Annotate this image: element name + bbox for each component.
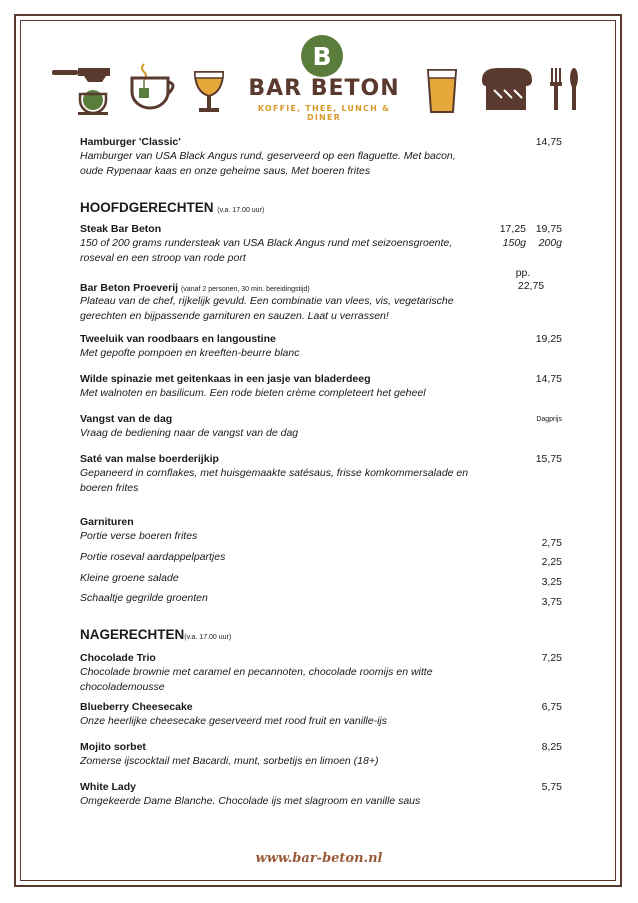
hoofd-item-price: 14,75: [535, 373, 562, 385]
garnituur-name: Portie roseval aardappelpartjes: [80, 551, 226, 563]
garnituren-title: Garnituren: [80, 516, 134, 528]
garnituur-price: 3,75: [541, 596, 562, 608]
top-item-desc: Hamburger van USA Black Angus rund, geserveerd op een flaguette. Met bacon, oude Rypenaar kaas en onze geheime saus. Met boeren frites: [80, 150, 456, 177]
cutlery-icon: [548, 66, 588, 112]
dessert-name: Blueberry Cheesecake: [80, 701, 193, 713]
steak-price-200: 19,75: [535, 223, 562, 235]
hoofd-item-name: Vangst van de dag: [80, 413, 173, 425]
dessert-desc: Omgekeerde Dame Blanche. Chocolade ijs met slagroom en vanille saus: [80, 795, 421, 807]
proeverij-desc: Plateau van de chef, rijkelijk gevuld. Een combinatie van vlees, vis, vegetarische gerechten en bijpassende garnituren en sauzen. Laat u verrassen!: [80, 295, 454, 322]
tea-cup-icon: [128, 62, 180, 112]
proeverij-price: 22,75: [517, 280, 545, 292]
proeverij-name: [80, 282, 310, 294]
dessert-name: Chocolade Trio: [80, 652, 156, 664]
steak-desc: 150 of 200 grams rundersteak van USA Black Angus rund met seizoensgroente, roseval en een stroop van rode port: [80, 237, 453, 264]
dessert-price: 8,25: [541, 741, 562, 753]
brand-name: BAR BETON: [248, 76, 400, 101]
top-item-name: Hamburger 'Classic': [80, 136, 181, 148]
hoofd-item-price: 15,75: [535, 453, 562, 465]
dessert-price: 6,75: [541, 701, 562, 713]
proeverij-note: (vanaf 2 personen, 30 min. bereidingstijd): [180, 286, 310, 293]
garnituur-name: Kleine groene salade: [80, 572, 179, 584]
beer-glass-icon: [192, 70, 226, 114]
bread-icon: [476, 66, 538, 112]
garnituur-price: 3,25: [541, 576, 562, 588]
dessert-price: 7,25: [541, 652, 562, 664]
section-title-hoofdgerechten: [80, 200, 264, 215]
brand-letter: B: [312, 42, 332, 71]
dessert-desc: Chocolade brownie met caramel en pecannoten, chocolade roomijs en witte chocolademousse: [80, 666, 433, 693]
hoofd-item-desc: Met gepofte pompoen en kreeften-beurre blanc: [80, 347, 300, 359]
steak-name: Steak Bar Beton: [80, 223, 162, 235]
hoofd-item-desc: Vraag de bediening naar de vangst van de dag: [80, 427, 299, 439]
website-url[interactable]: www.bar-beton.nl: [255, 851, 383, 866]
proeverij-name-text: Bar Beton Proeverij: [80, 282, 179, 294]
na-title-text: NAGERECHTEN: [80, 627, 185, 642]
hoofd-item-price: Dagprijs: [536, 416, 562, 423]
hoofd-item-name: Tweeluik van roodbaars en langoustine: [80, 333, 276, 345]
steak-weight-150: 150g: [502, 237, 526, 249]
garnituur-price: 2,75: [541, 537, 562, 549]
hoofd-note: (v.a. 17.00 uur): [217, 207, 265, 214]
hoofd-item-price: 19,25: [535, 333, 562, 345]
brand-logo-icon: [300, 34, 344, 78]
dessert-desc: Onze heerlijke cheesecake geserveerd met rood fruit en vanille-ijs: [80, 715, 387, 727]
hoofd-item-desc: Gepaneerd in cornflakes, met huisgemaakte satésaus, frisse komkommersalade en boeren frites: [80, 467, 469, 494]
dessert-desc: Zomerse ijscocktail met Bacardi, munt, sorbetijs en limoen (18+): [80, 755, 379, 767]
garnituur-name: Schaaltje gegrilde groenten: [80, 592, 208, 604]
dessert-name: White Lady: [80, 781, 137, 793]
section-title-nagerechten: [80, 627, 231, 642]
top-item-price: 14,75: [535, 136, 562, 148]
brand-tagline: KOFFIE, THEE, LUNCH & DINER: [257, 104, 391, 122]
hoofd-title-text: HOOFDGERECHTEN: [80, 200, 214, 215]
hoofd-item-name: Saté van malse boerderijkip: [80, 453, 219, 465]
hoofd-item-name: Wilde spinazie met geitenkaas in een jasje van bladerdeeg: [80, 373, 371, 385]
dessert-name: Mojito sorbet: [80, 741, 146, 753]
dessert-price: 5,75: [541, 781, 562, 793]
espresso-portafilter-icon: [50, 60, 120, 116]
steak-weight-200: 200g: [538, 237, 562, 249]
pint-glass-icon: [424, 66, 464, 114]
garnituur-price: 2,25: [541, 556, 562, 568]
proeverij-price-prefix: pp.: [515, 267, 531, 279]
steak-price-150: 17,25: [499, 223, 526, 235]
na-note: (v.a. 17.00 uur): [184, 634, 232, 641]
hoofd-item-desc: Met walnoten en basilicum. Een rode bieten crème completeert het geheel: [80, 387, 426, 399]
garnituur-name: Portie verse boeren frites: [80, 530, 198, 542]
